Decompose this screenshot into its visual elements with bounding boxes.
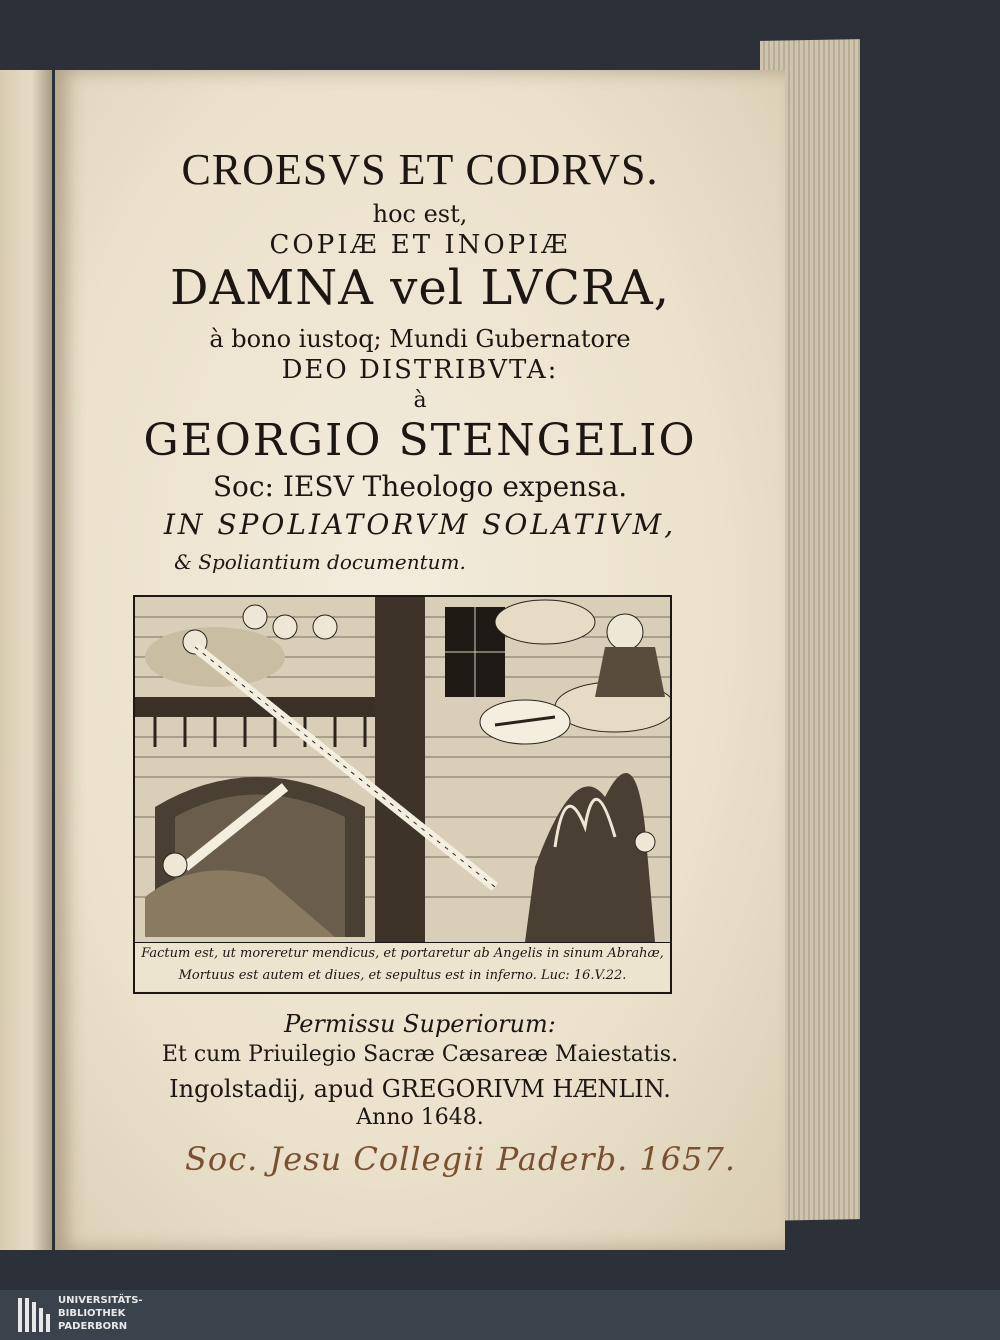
- title-line-5: à bono iustoq; Mundi Gubernatore: [209, 325, 631, 353]
- engraving-illustration: [133, 595, 672, 994]
- imprint-date: Anno 1648.: [356, 1105, 484, 1130]
- imprint-line-3: Ingolstadij, apud GREGORIVM HÆNLIN.: [169, 1075, 671, 1103]
- subtitle-line-1: IN SPOLIATORVM SOLATIVM,: [163, 508, 677, 541]
- title-line-4: DAMNA vel LVCRA,: [170, 260, 670, 316]
- engraving-caption: [135, 942, 670, 991]
- imprint-line-2: Et cum Priuilegio Sacræ Cæsareæ Maiestatis.: [161, 1042, 679, 1067]
- logo-line-3: PADERBORN: [58, 1321, 128, 1332]
- engraving-scene: [135, 597, 670, 942]
- library-logo-text: [58, 1294, 143, 1333]
- title-page: [55, 70, 785, 1250]
- title-line-2: hoc est,: [372, 200, 468, 228]
- subtitle-line-2: & Spoliantium documentum.: [174, 550, 466, 574]
- author-description: Soc: IESV Theologo expensa.: [212, 470, 628, 503]
- library-logo-icon: [18, 1298, 50, 1332]
- title-line-7: à: [413, 388, 427, 413]
- logo-line-1: UNIVERSITÄTS-: [58, 1295, 143, 1306]
- facing-page-edge: [0, 70, 52, 1250]
- title-line-1: CROESVS ET CODRVS.: [181, 145, 659, 194]
- caption-line-2: Mortuus est autem et diues, et sepultus est in inferno. Luc: 16.V.22.: [178, 968, 627, 983]
- handwritten-ownership-note: Soc. Jesu Collegii Paderb. 1657.: [185, 1140, 737, 1178]
- logo-line-2: BIBLIOTHEK: [58, 1308, 126, 1319]
- title-line-6: DEO DISTRIBVTA:: [281, 355, 559, 385]
- imprint-line-1: Permissu Superiorum:: [284, 1010, 556, 1038]
- library-footer: [0, 1290, 1000, 1340]
- caption-line-1: Factum est, ut moreretur mendicus, et portaretur ab Angelis in sinum Abrahæ,: [141, 946, 664, 961]
- author-name: GEORGIO STENGELIO: [143, 415, 697, 466]
- title-line-3: COPIÆ ET INOPIÆ: [269, 230, 571, 260]
